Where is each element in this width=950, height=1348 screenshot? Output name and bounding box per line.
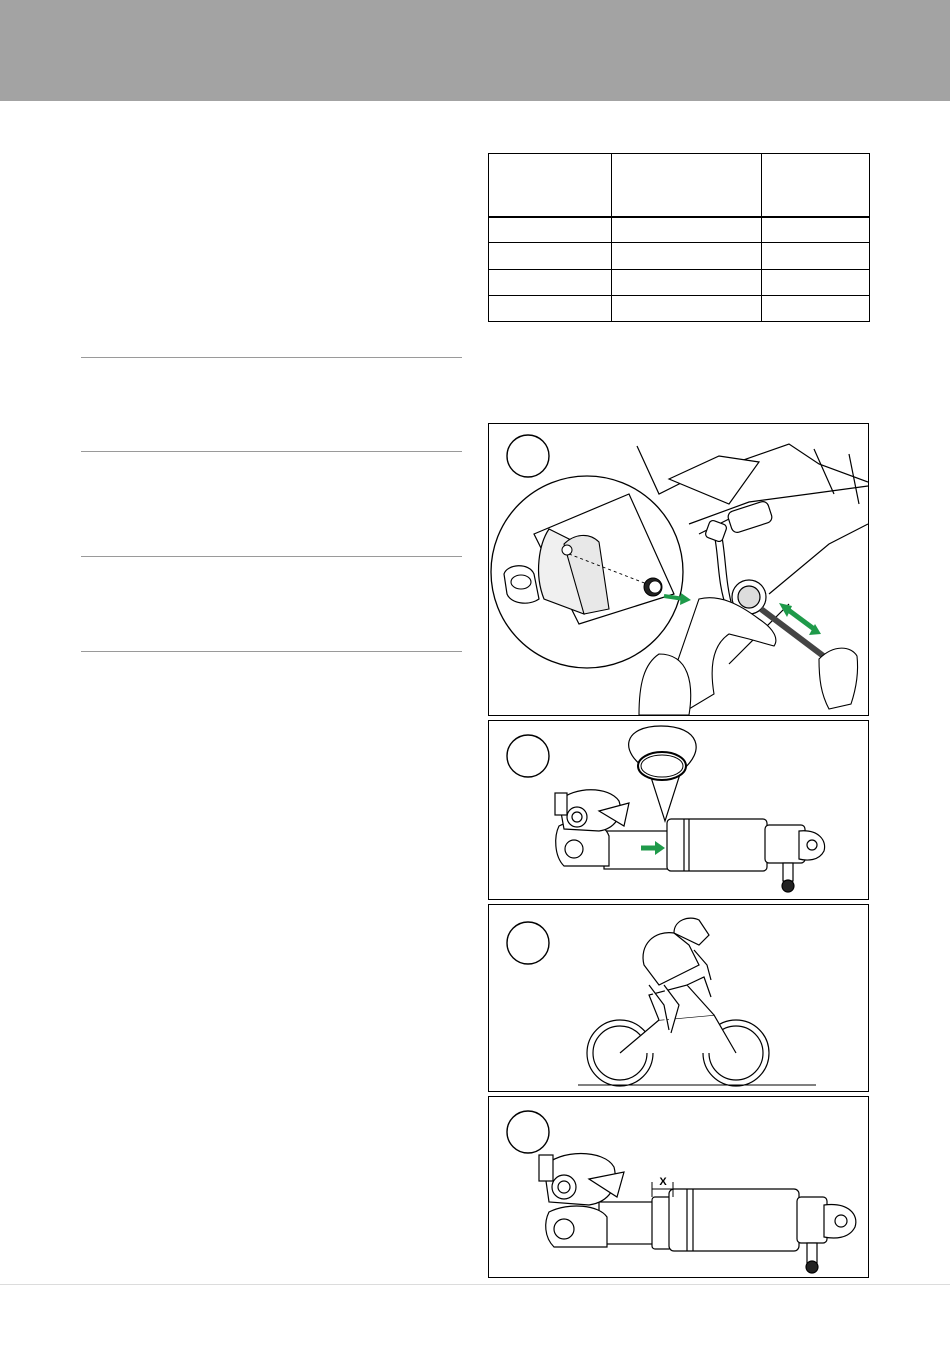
rider-on-bike-icon	[587, 918, 769, 1086]
divider-rule	[81, 357, 462, 358]
shock-magnifier-icon	[491, 476, 691, 668]
spec-table	[488, 153, 870, 322]
table-cell	[762, 217, 870, 243]
table-cell	[762, 295, 870, 321]
step-number-badge	[507, 1111, 549, 1153]
figure-step-1	[488, 423, 869, 716]
table-cell	[489, 243, 612, 269]
table-cell	[762, 269, 870, 295]
table-row	[489, 295, 870, 321]
table-cell	[612, 269, 762, 295]
table-cell	[762, 243, 870, 269]
footer-rule	[0, 1284, 950, 1285]
step-number-badge	[507, 922, 549, 964]
table-header-cell	[489, 154, 612, 217]
table-header-row	[489, 154, 870, 217]
table-row	[489, 243, 870, 269]
header-band	[0, 0, 950, 101]
rear-shock-icon	[539, 1154, 856, 1274]
table-cell	[612, 243, 762, 269]
table-header-cell	[612, 154, 762, 217]
table-row	[489, 217, 870, 243]
table-cell	[489, 217, 612, 243]
divider-rule	[81, 556, 462, 557]
table-cell	[612, 217, 762, 243]
divider-rule	[81, 651, 462, 652]
table-cell	[489, 269, 612, 295]
rear-shock-icon	[555, 790, 825, 892]
table-cell	[489, 295, 612, 321]
shock-pump-icon	[704, 519, 844, 672]
step-number-badge	[507, 735, 549, 777]
table-header-cell	[762, 154, 870, 217]
sag-dimension-label: X	[659, 1176, 667, 1188]
figure-step-4	[488, 1096, 869, 1278]
divider-rule	[81, 451, 462, 452]
figure-step-2	[488, 720, 869, 900]
step-number-badge	[507, 435, 549, 477]
o-ring-callout-icon	[629, 726, 697, 821]
table-row	[489, 269, 870, 295]
figure-step-3	[488, 904, 869, 1092]
table-cell	[612, 295, 762, 321]
